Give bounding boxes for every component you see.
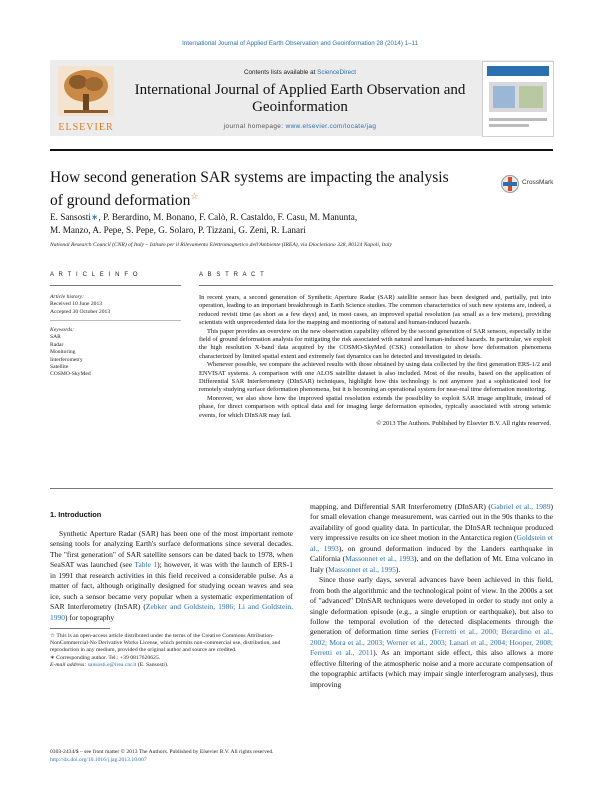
crossmark-icon [500,174,520,194]
abstract-copyright: © 2013 The Authors. Published by Elsevier B.V. All rights reserved. [376,420,551,428]
front-matter-footer [50,749,450,764]
paper-title [50,169,450,210]
abstract-paragraph: This paper provides an overview on the new observation capability offered by the second generation of SAR sensors, especially in the field of ground deformation analysis for mitigating the risk associated with natural and human-induced hazards. In particular, we exploit the high resolution X-band data acquired by the COSMO-SkyMed (CSK) constellation to show how deformation phenomena characterized by limited spatial extent and extremely fast dynamics can be detected and investigated in details. [199,327,551,360]
crossmark-badge[interactable] [500,174,560,194]
email-footnote [50,662,293,669]
intro-text: ), and on the deflation of Mt. Etna volcano in Italy ( [310,554,554,574]
intro-text: ) for topography [65,612,115,622]
intro-paragraph [50,529,293,623]
intro-text: Synthetic Aperture Radar (SAR) has been one of the most important remote sensing tools for analyzing Earth's surface deformations since several decades. The "first generation" of SAR satellite sensors can be dated back to 1978, when SeaSAT was launched (see [50,529,293,570]
history-label: Article history: [50,294,85,300]
keyword: SAR [50,334,61,341]
doi-link[interactable]: http://dx.doi.org/10.1016/j.jag.2013.10.007 [50,756,147,763]
citation-link[interactable]: Zebker and Goldstein, 1986; Li and Goldstein, 1990 [50,602,293,622]
author-list [50,211,550,236]
abstract-bottom-rule [50,488,553,489]
keyword: COSMO-SkyMed [50,371,91,378]
corresponding-author-footnote: ∗ Corresponding author. Tel.: +39 0817620625. [50,654,161,661]
authors-line-1 [50,211,550,224]
authors-rest-line-1: , P. Berardino, M. Bonano, F. Calò, R. Castaldo, F. Casu, M. Manunta, [98,212,358,222]
keyword: Interferometry [50,356,83,363]
contents-line [150,69,450,76]
homepage-label: journal homepage: [223,123,286,130]
journal-cover-thumbnail [482,61,554,137]
accepted-date: Accepted 30 October 2013 [50,308,111,315]
intro-text: mapping, and Differential SAR Interferometry (DInSAR) ( [310,502,491,511]
intro-text: ). As an important side effect, this also allows a more effective filtering of the atmospheric noise and a more accurate compensation of the topographic artifacts (which may impair single interferogram analyses), thus improving [310,648,553,689]
authors-line-2: M. Manzo, A. Pepe, S. Pepe, G. Solaro, P. Tizzani, G. Zeni, R. Lanari [50,224,306,235]
footnote-rule [50,628,110,629]
open-access-footnote: ☆ This is an open-access article distributed under the terms of the Creative Commons Attribution-NonCommercial-No Derivative Works License, which permits non-commercial use, distribution, and reproduction in any medium, provided the original author and source are credited. [50,633,281,654]
citation-link[interactable]: Gabriel et al., 1989 [490,502,551,511]
keyword: Radar [50,341,64,348]
header-divider [50,149,553,151]
citation-link[interactable]: Ferretti et al., 2000; Berardino et al., 2002; Mora et al., 2003; Werner et al., 2003; Lanari et al., 2004; Hooper, 2008; Ferretti et al., 2011 [310,627,553,658]
article-info-rule [50,285,181,286]
article-info-heading: A R T I C L E I N F O [50,272,140,278]
first-author: E. Sansosti [50,212,91,222]
publisher-name: ELSEVIER [58,122,114,133]
journal-homepage [124,123,476,130]
abstract-body [199,294,551,429]
affiliation: National Research Council (CNR) of Italy – Istituto per il Rilevamento Elettromagnetico dell'Ambiente (IREA), via Diocleziano 328, 80124 Napoli, Italy [50,242,392,248]
homepage-link[interactable]: www.elsevier.com/locate/jag [285,123,377,130]
intro-text: ); however, it was with the launch of ERS-1 in 1991 that research activities in this field received a considerable pulse. As a matter of fact, although originally designed for studying ocean waves and sea ice, such a sensor became very popular when a systematic experimentation of SAR Interferometry (InSAR) ( [50,560,293,612]
journal-reference[interactable]: International Journal of Applied Earth Observation and Geoinformation 28 (2014) 1–11 [182,40,418,47]
intro-paragraph [310,502,553,575]
abstract-rule [199,285,553,286]
abstract-heading: A B S T R A C T [199,272,266,278]
article-info-separator [50,320,181,321]
abstract-paragraph: Moreover, we also show how the improved spatial resolution extends the possibility to exploit SAR image amplitude, instead of phase, for direct comparison with optical data and for imaging large deformation episodes, typically associated with strong seismic events, for which DInSAR may fail. [199,394,551,419]
citation-link[interactable]: Massonnet et al., 1995 [328,564,396,574]
corresponding-author-mark[interactable]: ∗ [90,212,99,222]
keywords-label: Keywords: [50,327,75,333]
cover-image-icon [483,62,553,136]
citation-link[interactable]: Table 1 [134,560,158,570]
email-suffix: (E. Sansosti). [136,661,169,668]
intro-text: Since those early days, several advances have been achieved in this field, from both the algorithmic and the technological point of view. In the 2000s a set of "advanced" DInSAR techniques were developed in order to study not only a single deformation episode (e.g., a single eruption or earthquake), but also to follow the temporal evolution of the detected displacements through the generation of deformation time series ( [310,575,553,637]
keyword: Monitoring [50,349,76,356]
intro-paragraph [310,575,553,690]
citation-link[interactable]: Goldstein et al., 1993 [310,533,553,553]
intro-text: ) for small elevation change measurement, was carried out in the 90s thanks to the availability of good quality data. In particular, the DInSAR technique produced very impressive results on ice sheet motion in the Antarctica region ( [310,502,553,543]
intro-text: ). [395,564,401,574]
paper-title-text: How second generation SAR systems are impacting the analysis of ground deformation [50,169,449,210]
email-link[interactable]: sansosti.e@irea.cnr.it [87,661,137,668]
abstract-paragraph: In recent years, a second generation of Synthetic Aperture Radar (SAR) satellite sensor has been designed and, partially, put into operation, leading to an important breakthrough in Earth Science studies. The common characteristics of such new systems are, indeed, a reduced revisit time (as short as a few days) and, in most cases, an improved spatial resolution (as small as a few meters), providing scientists with unprecedented data for the mapping and monitoring of natural and human-induced hazards. [199,294,551,327]
crossmark-label: CrossMark [522,179,554,186]
citation-link[interactable]: Massonnet et al., 1993 [345,554,415,564]
introduction-heading: 1. Introduction [50,510,102,519]
keyword: Satellite [50,364,69,371]
intro-text: ), on ground deformation induced by the Landers earthquake in California ( [310,543,553,564]
article-history [50,294,180,316]
issn-line: 0303-2434/$ – see front matter © 2013 The Authors. Published by Elsevier B.V. All rights reserved. [50,749,274,755]
journal-title: International Journal of Applied Earth Observation and Geoinformation [134,82,466,115]
title-footnote-mark[interactable]: ☆ [190,191,199,201]
abstract-paragraph: Whenever possible, we compare the achieved results with those obtained by using data collected by the first generation ERS-1/2 and ENVISAT systems. A comparison with one ALOS satellite dataset is also included. Most of the results, based on the application of Differential SAR Interferometry (DInSAR) techniques, highlight how this technology is not anymore just a sophisticated tool for remotely studying surface deformation phenomena, but it is becoming an operational system for near-real time deformation monitoring. [199,361,551,394]
received-date: Received 10 June 2013 [50,301,103,308]
intro-left-column [50,529,293,623]
contents-prefix: Contents lists available at [243,69,318,76]
email-label: E-mail address: [50,661,88,668]
keywords-block [50,327,180,379]
footnotes [50,633,293,669]
elsevier-logo[interactable] [50,60,122,136]
intro-right-column [310,502,553,690]
sciencedirect-link[interactable]: ScienceDirect [317,69,356,76]
